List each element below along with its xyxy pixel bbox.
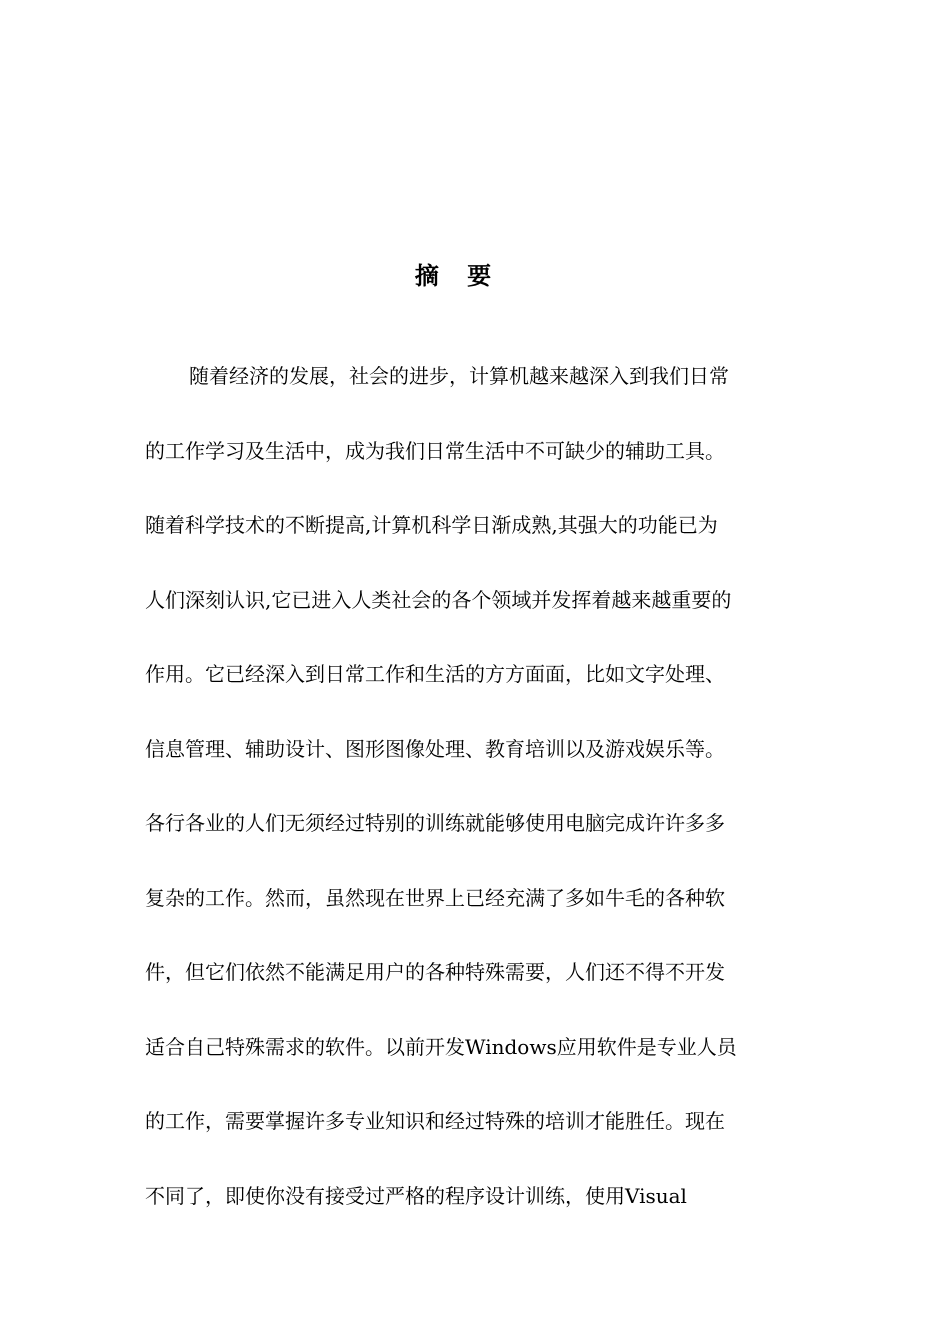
paragraph-line: 各行各业的人们无须经过特别的训练就能够使用电脑完成许许多多 — [145, 811, 725, 835]
abstract-body — [145, 358, 825, 1252]
paragraph-line: 的工作学习及生活中，成为我们日常生活中不可缺少的辅助工具。 — [145, 438, 725, 463]
paragraph-line: 复杂的工作。然而，虽然现在世界上已经充满了多如牛毛的各种软 — [145, 885, 725, 910]
paragraph-line: 人们深刻认识,它已进入人类社会的各个领域并发挥着越来越重要的 — [145, 587, 732, 612]
paragraph-line: 件，但它们依然不能满足用户的各种特殊需要，人们还不得不开发 — [145, 960, 725, 984]
paragraph-line: 随着经济的发展，社会的进步，计算机越来越深入到我们日常 — [189, 364, 729, 388]
paragraph-line: 适合自己特殊需求的软件。以前开发Windows应用软件是专业人员 — [145, 1034, 737, 1059]
paragraph-line: 的工作，需要掌握许多专业知识和经过特殊的培训才能胜任。现在 — [145, 1109, 725, 1133]
paragraph-line: 不同了，即使你没有接受过严格的程序设计训练，使用Visual — [145, 1183, 687, 1208]
paragraph-line: 信息管理、辅助设计、图形图像处理、教育培训以及游戏娱乐等。 — [145, 736, 725, 761]
paragraph-line: 随着科学技术的不断提高,计算机科学日渐成熟,其强大的功能已为 — [145, 513, 718, 537]
abstract-title: 摘 要 — [414, 261, 502, 290]
paragraph-line: 作用。它已经深入到日常工作和生活的方方面面，比如文字处理、 — [145, 662, 725, 686]
